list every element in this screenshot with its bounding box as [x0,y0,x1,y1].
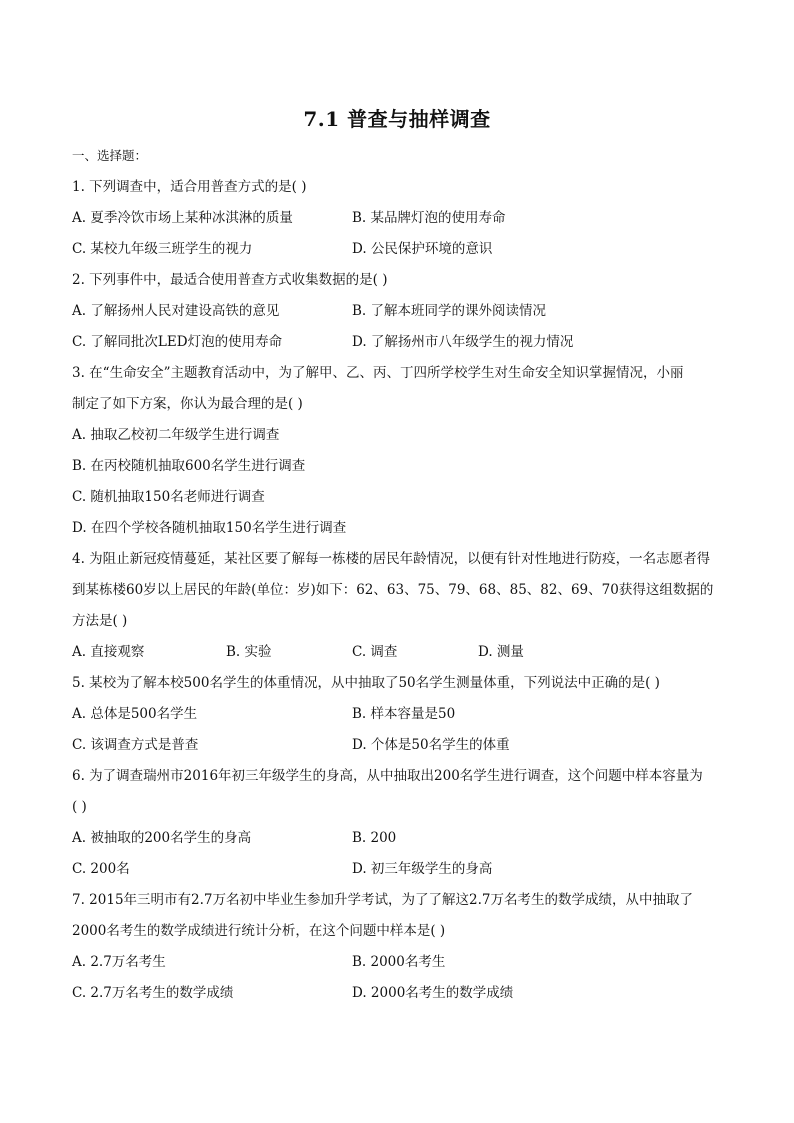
section-heading: 一、选择题： [72,148,148,163]
option-d: D. 测量 [478,644,524,660]
question-stem-continued: 方法是( ) [72,613,128,629]
option-row [72,947,722,978]
option-d: D. 在四个学校各随机抽取150名学生进行调查 [72,520,347,536]
option-a: A. 了解扬州人民对建设高铁的意见 [72,303,280,319]
option-d: D. 初三年级学生的身高 [352,861,493,877]
option-a: A. 总体是500名学生 [72,706,198,722]
option-b: B. 实验 [226,644,272,660]
option-a: A. 夏季冷饮市场上某种冰淇淋的质量 [72,210,293,226]
option-row [72,699,722,730]
option-row [72,730,722,761]
question-stem: 7. 2015年三明市有2.7万名初中毕业生参加升学考试，为了了解这2.7万名考生的数学成绩，从中抽取了 [72,892,693,908]
option-b: B. 在丙校随机抽取600名学生进行调查 [72,458,306,474]
option-row [72,823,722,854]
option-b: B. 200 [352,830,397,846]
option-d: D. 了解扬州市八年级学生的视力情况 [352,334,574,350]
option-a: A. 2.7万名考生 [72,954,166,970]
question-stem: 2. 下列事件中，最适合使用普查方式收集数据的是( ) [72,272,388,288]
option-a: A. 被抽取的200名学生的身高 [72,830,252,846]
question-stem-continued: ( ) [72,799,87,815]
option-b: B. 了解本班同学的课外阅读情况 [352,303,547,319]
option-c: C. 了解同批次LED灯泡的使用寿命 [72,334,283,350]
question-stem-continued: 制定了如下方案，你认为最合理的是( ) [72,396,303,412]
question-4 [72,544,722,668]
option-row [72,296,722,327]
question-stem-continued: 2000名考生的数学成绩进行统计分析，在这个问题中样本是( ) [72,923,446,939]
option-c: C. 某校九年级三班学生的视力 [72,241,253,257]
option-row [72,203,722,234]
question-3 [72,358,722,544]
option-row [72,978,722,1009]
option-row [72,637,722,668]
question-stem: 5. 某校为了解本校500名学生的体重情况，从中抽取了50名学生测量体重，下列说法中正确的是( ) [72,675,660,691]
option-b: B. 某品牌灯泡的使用寿命 [352,210,506,226]
question-stem-continued: 到某栋楼60岁以上居民的年龄(单位：岁)如下：62、63、75、79、68、85、82、69、70获得这组数据的 [72,582,714,598]
option-c: C. 2.7万名考生的数学成绩 [72,985,234,1001]
option-b: B. 样本容量是50 [352,706,456,722]
question-stem: 4. 为阻止新冠疫情蔓延，某社区要了解每一栋楼的居民年龄情况，以便有针对性地进行防疫，一名志愿者得 [72,551,711,567]
option-row [72,854,722,885]
option-a: A. 直接观察 [72,644,145,660]
option-c: C. 调查 [352,644,398,660]
question-2 [72,265,722,358]
question-1 [72,172,722,265]
option-a: A. 抽取乙校初二年级学生进行调查 [72,427,280,443]
option-c: C. 该调查方式是普查 [72,737,199,753]
question-stem: 3. 在“生命安全”主题教育活动中，为了解甲、乙、丙、丁四所学校学生对生命安全知识掌握情况，小丽 [72,365,684,381]
option-d: D. 2000名考生的数学成绩 [352,985,514,1001]
question-list [72,172,722,1009]
option-d: D. 公民保护环境的意识 [352,241,493,257]
option-c: C. 200名 [72,861,130,877]
question-stem: 6. 为了调查瑞州市2016年初三年级学生的身高，从中抽取出200名学生进行调查，这个问题中样本容量为 [72,768,703,784]
option-d: D. 个体是50名学生的体重 [352,737,510,753]
question-5 [72,668,722,761]
option-row [72,234,722,265]
option-c: C. 随机抽取150名老师进行调查 [72,489,265,505]
question-stem: 1. 下列调查中，适合用普查方式的是( ) [72,179,307,195]
option-row [72,327,722,358]
question-6 [72,761,722,885]
option-b: B. 2000名考生 [352,954,446,970]
document-title: 7.1 普查与抽样调查 [303,107,491,131]
question-7 [72,885,722,1009]
